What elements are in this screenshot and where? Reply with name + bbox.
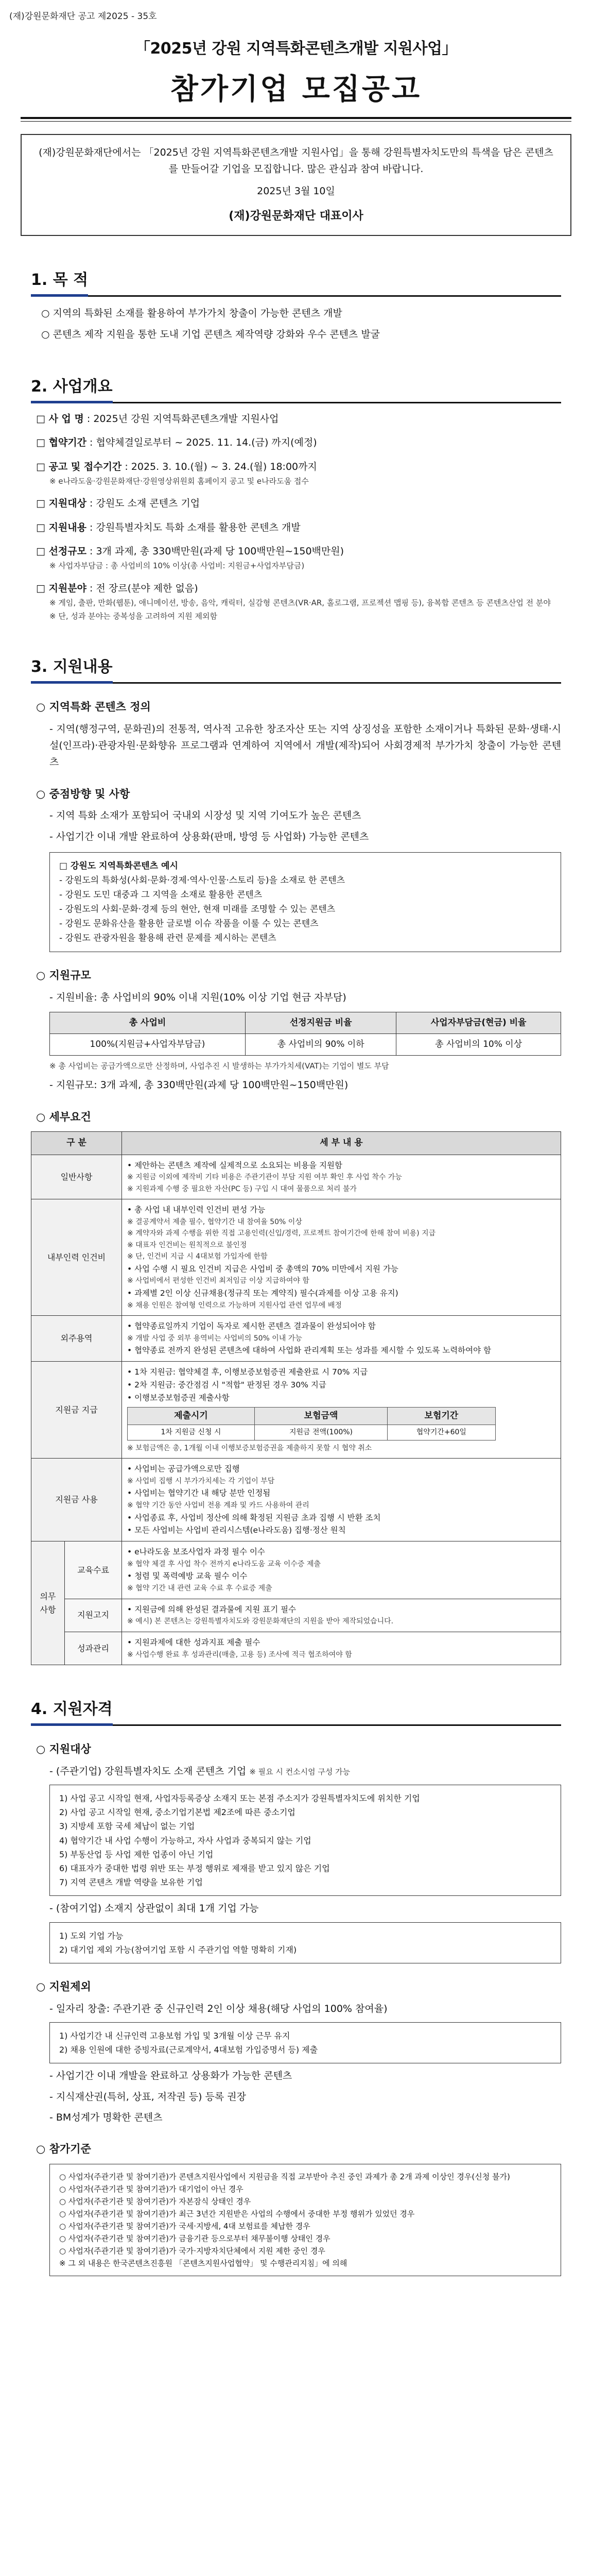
section-1-heading: [31, 267, 561, 297]
overview-list: [31, 411, 561, 623]
table-cell: 총 사업비의 10% 이상: [396, 1034, 561, 1056]
requirements-heading: ○ 세부요건: [36, 1110, 91, 1123]
table-row: [31, 1361, 561, 1458]
overview-key: □ 선정규모: [36, 545, 86, 557]
criteria-item: 1) 사업 공고 시작일 현재, 사업자등록증상 소재지 또는 본점 주소지가 강원특별자치도에 위치한 기업: [59, 1793, 420, 1803]
overview-key: □ 지원내용: [36, 521, 86, 533]
row-category: 일반사항: [31, 1155, 122, 1199]
participation-box: [49, 2164, 561, 2276]
row-note: ※ 예시) 본 콘텐츠는 강원특별자치도와 강원문화재단의 지원을 받아 제작되었습니다.: [127, 1617, 394, 1626]
row-note: ※ 지원과제 수행 중 필요한 자산(PC 등) 구입 시 대여 물품으로 처리 불가: [127, 1184, 357, 1193]
row-line: • 모든 사업비는 사업비 관리시스템(e나라도움) 집행·정산 원칙: [127, 1526, 346, 1535]
table-cell: 지원금 전액(100%): [254, 1425, 387, 1440]
exclusion-heading: ○ 지원제외: [36, 1980, 91, 1993]
overview-value: : 강원특별자치도 특화 소재를 활용한 콘텐츠 개발: [90, 521, 301, 533]
participation-item: ○ 사업자(주관기관 및 참여기관)가 국가·지방자치단체에서 지원 제한 중인 경우: [59, 2246, 325, 2256]
overview-note: ※ e나라도움·강원문화재단·강원영상위원회 홈페이지 공고 및 e나라도움 접수: [49, 476, 309, 486]
row-category: 외주용역: [31, 1315, 122, 1361]
row-line: • 협약종료일까지 기업이 독자로 제시한 콘텐츠 결과물이 완성되어야 함: [127, 1321, 376, 1331]
section-4-heading: [31, 1696, 561, 1726]
overview-item: [36, 411, 561, 427]
row-line: • 사업비는 공급가액으로만 집행: [127, 1464, 240, 1474]
overview-key: □ 지원분야: [36, 582, 86, 594]
overview-key: □ 협약기간: [36, 437, 86, 449]
overview-value: : 2025. 3. 10.(월) ~ 3. 24.(월) 18:00까지: [125, 461, 317, 472]
row-content: [122, 1541, 561, 1599]
overview-value: : 강원도 소재 콘텐츠 기업: [90, 498, 200, 510]
purpose-item: ○ 콘텐츠 제작 지원을 통한 도내 기업 콘텐츠 제작역량 강화와 우수 콘텐츠 발굴: [41, 328, 380, 340]
row-note: ※ 계약자와 과제 수행을 위한 직접 고용인력(신입/경력, 프로젝트 참여기간에 한해 참여 비용) 지급: [127, 1229, 436, 1238]
table-cell: 1차 지원금 신청 시: [128, 1425, 255, 1440]
participation-item: ○ 사업자(주관기관 및 참여기관)가 국세·지방세, 4대 보험료를 체납한 경우: [59, 2221, 310, 2231]
row-category: 내부인력 인건비: [31, 1199, 122, 1316]
intro-text: (재)강원문화재단에서는 「2025년 강원 지역특화콘텐츠개발 지원사업」을 통해 강원특별자치도만의 특색을 담은 콘텐츠를 만들어갈 기업을 모집합니다. 많은 관심과 참여 바랍니다.: [39, 147, 553, 175]
table-row: [128, 1425, 496, 1440]
row-note: ※ 보험금액은 총, 1개월 이내 이행보증보험증권을 제출하지 못할 시 협약 취소: [127, 1444, 372, 1452]
table-header: 세 부 내 용: [122, 1132, 561, 1155]
row-note: ※ 단, 인건비 지급 시 4대보험 가입자에 한함: [127, 1252, 268, 1261]
exclusion-more: - 지식재산권(특허, 상표, 저작권 등) 등록 권장: [49, 2091, 247, 2103]
row-note: ※ 협약 기간 내 관련 교육 수료 후 수료증 제출: [127, 1584, 272, 1593]
criteria-item: 2) 대기업 제외 가능(참여기업 포함 시 주관기업 역할 명확히 기재): [59, 1944, 297, 1955]
row-note: ※ 결공계약서 제출 필수, 협약기간 내 참여율 50% 이상: [127, 1217, 302, 1226]
example-line: - 강원도의 사회·문화·경제 등의 현안, 현재 미래를 조명할 수 있는 콘텐츠: [59, 904, 336, 915]
row-line: • 청렴 및 폭력예방 교육 필수 이수: [127, 1571, 248, 1581]
criteria-item: 2) 사업 공고 시작일 현재, 중소기업기본법 제2조에 따른 중소기업: [59, 1807, 295, 1818]
funding-ratio-table: [49, 1012, 561, 1056]
row-note: ※ 협약 체결 후 사업 착수 전까지 e나라도움 교육 이수증 제출: [127, 1560, 321, 1569]
title-divider-thin: [21, 121, 571, 122]
participation-item: ※ 그 외 내용은 한국콘텐츠진흥원 「콘텐츠지원사업협약」 및 수행관리지침」에 의해: [59, 2258, 347, 2268]
row-content: [122, 1599, 561, 1632]
scale-heading: ○ 지원규모: [36, 969, 91, 982]
example-line: - 강원도 관광자원을 활용해 관련 문제를 제시하는 콘텐츠: [59, 933, 276, 944]
document-title: 참가기업 모집공고: [170, 72, 422, 106]
row-category: 지원금 사용: [31, 1459, 122, 1541]
section-2-title: 2. 사업개요: [31, 374, 113, 403]
example-line: - 강원도의 특화성(사회·문화·경제·역사·인물·스토리 등)을 소재로 한 콘텐츠: [59, 875, 345, 886]
overview-value: : 2025년 강원 지역특화콘텐츠개발 지원사업: [86, 413, 279, 425]
document-subtitle: 「2025년 강원 지역특화콘텐츠개발 지원사업」: [134, 39, 457, 58]
title-divider: [21, 117, 571, 119]
lead-company-criteria: [49, 1785, 561, 1896]
table-header: 보험금액: [254, 1408, 387, 1425]
criteria-item: 7) 지역 콘텐츠 개발 역량을 보유한 기업: [59, 1877, 203, 1888]
table-row: [31, 1459, 561, 1541]
row-note: ※ 지원금 이외에 제작비 기타 비용은 주관기관이 부담 지원 여부 확인 후 사업 착수 가능: [127, 1173, 402, 1182]
section-3-title: 3. 지원내용: [31, 654, 113, 684]
criteria-item: 1) 사업기간 내 신규인력 고용보험 가입 및 3개월 이상 근무 유지: [59, 2030, 290, 2041]
row-line: • 사업비는 협약기간 내 해당 분만 인정됨: [127, 1488, 271, 1498]
table-cell: 100%(지원금+사업자부담금): [50, 1034, 246, 1056]
intro-box: [21, 134, 571, 236]
participation-item: ○ 사업자(주관기관 및 참여기관)가 금융기관 등으로부터 채무불이행 상태인 경우: [59, 2233, 330, 2243]
eligibility-note: ※ 필요 시 컨소시엄 구성 가능: [249, 1767, 351, 1776]
overview-note: ※ 게임, 출판, 만화(웹툰), 애니메이션, 방송, 음악, 캐릭터, 실감형 콘텐츠(VR·AR, 홀로그램, 프로젝션 맵핑 등), 융복합 콘텐츠 등 콘텐츠산업 전 분야: [49, 598, 551, 608]
row-content: [122, 1315, 561, 1361]
focus-heading: ○ 중점방향 및 사항: [36, 787, 130, 800]
exclusion-more: - BM성계가 명확한 콘텐츠: [49, 2111, 163, 2123]
row-content: [122, 1632, 561, 1665]
overview-key: □ 공고 및 접수기간: [36, 461, 122, 472]
criteria-item: 3) 지방세 포함 국세 체납이 없는 기업: [59, 1821, 195, 1832]
table-header: 보험기간: [388, 1408, 495, 1425]
overview-item: [36, 434, 561, 451]
row-note: ※ 사업수행 완료 후 성과관리(매출, 고용 등) 조사에 적극 협조하여야 함: [127, 1650, 352, 1659]
table-header: 제출시기: [128, 1408, 255, 1425]
overview-item: [36, 459, 561, 475]
criteria-item: 5) 부동산업 등 사업 제한 업종이 아닌 기업: [59, 1849, 214, 1859]
row-content: [122, 1459, 561, 1541]
criteria-item: 6) 대표자가 중대한 법령 위반 또는 부정 행위로 제재를 받고 있지 않은 기업: [59, 1863, 330, 1873]
table-header: 선정지원금 비율: [246, 1012, 396, 1034]
row-line: • 지원과제에 대한 성과지표 제출 필수: [127, 1637, 260, 1647]
criteria-item: 4) 협약기간 내 사업 수행이 가능하고, 자사 사업과 중복되지 않는 기업: [59, 1835, 311, 1845]
scale-text-2: - 지원규모: 3개 과제, 총 330백만원(과제 당 100백만원~150백만원): [49, 1079, 349, 1091]
row-category: 지원금 지급: [31, 1361, 122, 1458]
row-line: • 지원금에 의해 완성된 결과물에 지원 표기 필수: [127, 1604, 297, 1614]
hiring-criteria: [49, 2022, 561, 2063]
table-row: [31, 1155, 561, 1199]
eligibility-main: - (주관기업) 강원특별자치도 소재 콘텐츠 기업: [49, 1765, 247, 1777]
focus-line: - 사업기간 이내 개발 완료하여 상용화(판매, 방영 등 사업화) 가능한 콘텐츠: [49, 831, 369, 842]
examples-title: □ 강원도 지역특화콘텐츠 예시: [59, 860, 178, 871]
row-note: ※ 협약 기간 동안 사업비 전용 계좌 및 카드 사용하여 관리: [127, 1501, 309, 1510]
requirements-table: [31, 1131, 561, 1665]
table-row: [31, 1599, 561, 1632]
row-line: • 사업종료 후, 사업비 정산에 의해 확정된 지원금 초과 집행 시 반환 조치: [127, 1513, 381, 1522]
overview-item: [36, 519, 561, 536]
purpose-item: ○ 지역의 특화된 소재를 활용하여 부가가치 창출이 가능한 콘텐츠 개발: [41, 308, 342, 319]
definition-text: - 지역(행정구역, 문화권)의 전통적, 역사적 고유한 창조자산 또는 지역 상징성을 포함한 소재이거나 특화된 문화·생태·시설(인프라)·관광자원·문화향유 프로그램과 연계하여 지역에서 개발(제작)되어 사회경제적 부가가치 창출이 가능한 콘텐츠: [49, 723, 561, 768]
table-row: [50, 1034, 561, 1056]
overview-value: : 전 장르(분야 제한 없음): [90, 582, 198, 594]
scale-text: - 지원비율: 총 사업비의 90% 이내 지원(10% 이상 기업 현금 자부담): [49, 991, 346, 1003]
table-row: [31, 1541, 561, 1599]
table-row: [31, 1632, 561, 1665]
row-line: • 과제별 2인 이상 신규채용(정규직 또는 계약직) 필수(과제를 이상 고용 유지): [127, 1288, 398, 1298]
partner-criteria: [49, 1922, 561, 1963]
section-2-heading: [31, 374, 561, 403]
row-category: 지원고지: [65, 1599, 122, 1632]
intro-org: (재)강원문화재단 대표이사: [229, 209, 363, 223]
participation-item: ○ 사업자(주관기관 및 참여기관)가 최근 3년간 지원받은 사업의 수행에서 중대한 부정 행위가 있었던 경우: [59, 2209, 415, 2218]
overview-value: : 협약체결일로부터 ~ 2025. 11. 14.(금) 까지(예정): [90, 437, 317, 449]
row-content: [122, 1199, 561, 1316]
table-row: [31, 1199, 561, 1316]
exclusion-more: - 사업기간 이내 개발을 완료하고 상용화가 가능한 콘텐츠: [49, 2070, 292, 2082]
example-line: - 강원도 문화유산을 활용한 글로벌 이슈 작품을 이룰 수 있는 콘텐츠: [59, 919, 319, 929]
example-line: - 강원도 도민 대중과 그 지역을 소재로 활용한 콘텐츠: [59, 889, 263, 900]
overview-item: [36, 495, 561, 512]
focus-line: - 지역 특화 소재가 포함되어 국내외 시장성 및 지역 기여도가 높은 콘텐츠: [49, 810, 361, 822]
section-4-title: 4. 지원자격: [31, 1696, 113, 1726]
row-line: • 1차 지원금: 협약체결 후, 이행보증보험증권 제출완료 시 70% 지급: [127, 1367, 368, 1377]
section-1-title: 1. 목 적: [31, 267, 88, 297]
row-note: ※ 개발 사업 중 외부 용역비는 사업비의 50% 이내 가능: [127, 1334, 302, 1343]
row-line: • e나라도움 보조사업자 과정 필수 이수: [127, 1547, 265, 1557]
table-cell: 협약기간+60일: [388, 1425, 495, 1440]
overview-item: [36, 580, 561, 597]
purpose-list: [41, 305, 561, 343]
criteria-item: 2) 채용 인원에 대한 증빙자료(근로계약서, 4대보험 가입증명서 등) 제출: [59, 2045, 318, 2055]
overview-item: [36, 543, 561, 560]
row-note: ※ 사업비에서 편성한 인건비 최저임금 이상 지급하여야 함: [127, 1277, 309, 1285]
participation-item: ○ 사업자(주관기관 및 참여기관)가 콘텐츠지원사업에서 지원금을 직접 교부받아 추진 중인 과제가 총 2개 과제 이상인 경우(신청 불가): [59, 2172, 510, 2181]
criteria-item: 1) 도외 기업 가능: [59, 1930, 124, 1941]
row-content: [122, 1361, 561, 1458]
vat-note: ※ 총 사업비는 공급가액으로만 산정하며, 사업추진 시 발생하는 부가가치세(VAT)는 기업이 별도 부담: [49, 1061, 389, 1071]
row-note: ※ 사업비 집행 시 부가가치세는 각 기업이 부담: [127, 1477, 275, 1486]
section-3-heading: [31, 654, 561, 684]
eligibility-text: [49, 1763, 561, 1780]
row-category: 성과관리: [65, 1632, 122, 1665]
row-line: • 사업 수행 시 필요 인건비 지급은 사업비 중 총액의 70% 미만에서 지원 가능: [127, 1264, 398, 1274]
row-note: ※ 채용 인원은 참여형 인력으로 가능하며 지원사업 관련 업무에 배정: [127, 1301, 342, 1310]
row-line: • 협약종료 전까지 완성된 콘텐츠에 대하여 사업화 관리계획 또는 성과를 제시할 수 있도록 노력하여야 함: [127, 1346, 491, 1355]
table-header: 총 사업비: [50, 1012, 246, 1034]
overview-note: ※ 단, 성과 분야는 중복성을 고려하여 지원 제외함: [49, 611, 218, 621]
examples-box: [49, 852, 561, 952]
overview-note: ※ 사업자부담금 : 총 사업비의 10% 이상(총 사업비: 지원금+사업자부담금): [49, 561, 305, 571]
participation-item: ○ 사업자(주관기관 및 참여기관)가 대기업이 아닌 경우: [59, 2184, 243, 2194]
intro-date: 2025년 3월 10일: [257, 185, 335, 197]
overview-key: □ 지원대상: [36, 498, 86, 510]
row-content: [122, 1155, 561, 1199]
row-line: • 제안하는 콘텐츠 제작에 실제적으로 소요되는 비용을 지원함: [127, 1160, 342, 1170]
row-line: • 총 사업 내 내부인력 인건비 편성 가능: [127, 1205, 266, 1215]
notice-number: (재)강원문화재단 공고 제2025 - 35호: [9, 11, 157, 22]
participation-item: ○ 사업자(주관기관 및 참여기관)가 자본잠식 상태인 경우: [59, 2196, 251, 2206]
bond-table: [127, 1407, 496, 1440]
table-header: 구 분: [31, 1132, 122, 1155]
row-line: • 이행보증보험증권 제출사항: [127, 1393, 230, 1402]
definition-heading: ○ 지역특화 콘텐츠 정의: [36, 701, 151, 714]
exclusion-text: - 일자리 창출: 주관기관 중 신규인력 2인 이상 채용(해당 사업의 100% 참여율): [49, 2003, 388, 2014]
table-cell: 총 사업비의 90% 이하: [246, 1034, 396, 1056]
row-line: • 2차 지원금: 중간점검 시 "적합" 판정된 경우 30% 지급: [127, 1380, 326, 1389]
row-category: 교육수료: [65, 1541, 122, 1599]
overview-key: □ 사 업 명: [36, 413, 84, 425]
eligibility-heading: ○ 지원대상: [36, 1742, 91, 1755]
table-header: 사업자부담금(현금) 비율: [396, 1012, 561, 1034]
overview-value: : 3개 과제, 총 330백만원(과제 당 100백만원~150백만원): [90, 545, 344, 557]
participation-heading: ○ 참가기준: [36, 2143, 91, 2156]
row-note: ※ 대표자 인건비는 원칙적으로 불인정: [127, 1241, 247, 1249]
duty-category: 의무사항: [31, 1541, 65, 1665]
table-row: [31, 1315, 561, 1361]
partner-text: - (참여기업) 소재지 상관없이 최대 1개 기업 가능: [49, 1903, 259, 1914]
